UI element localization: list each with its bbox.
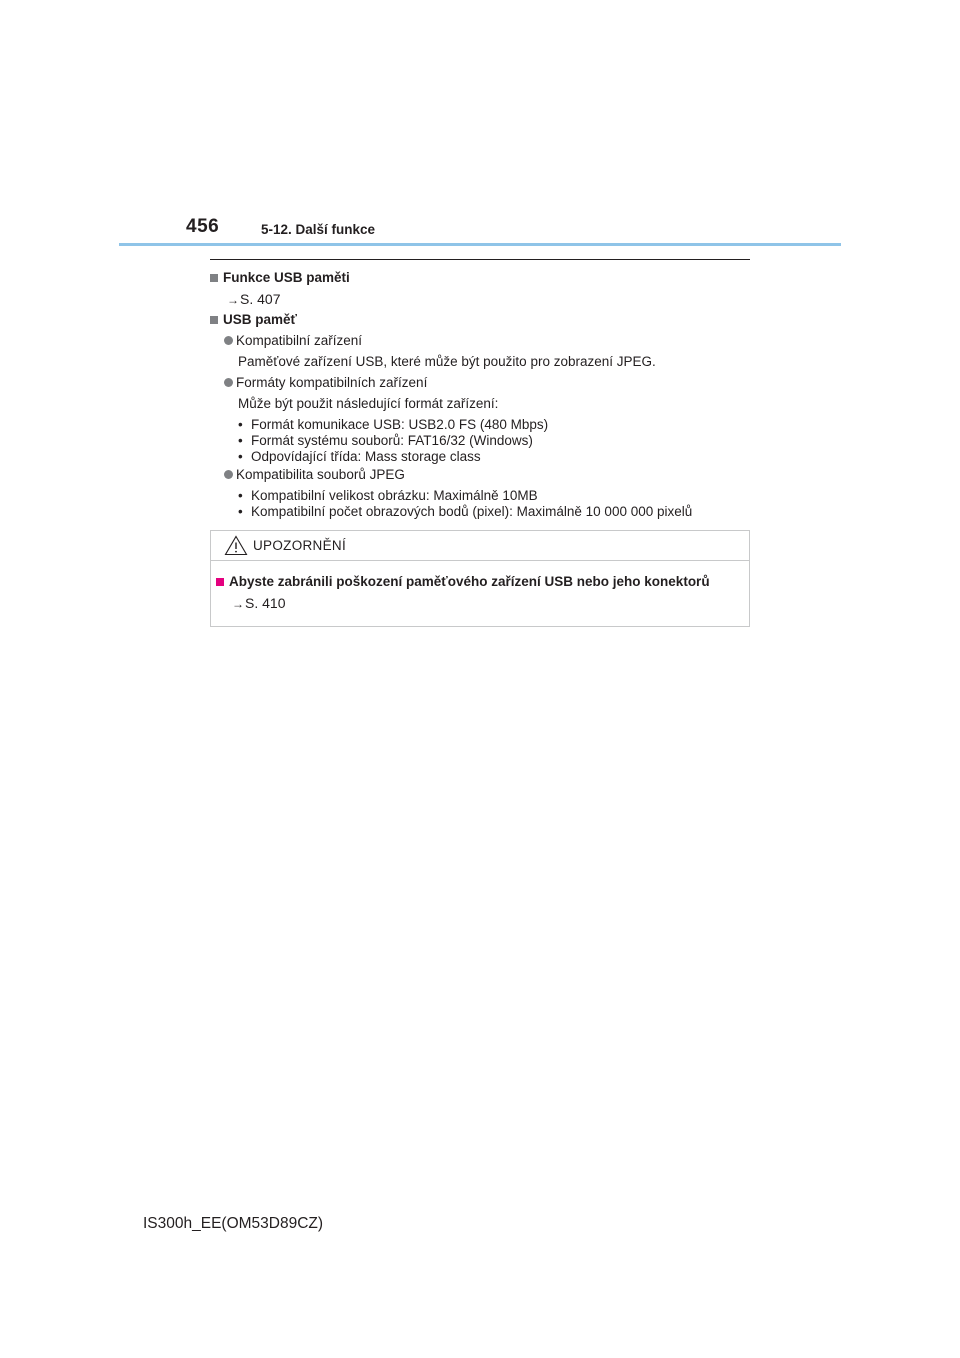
header-divider	[119, 243, 841, 246]
bullet-device-formats	[224, 375, 427, 390]
bullet-dot: •	[238, 433, 243, 448]
list-item-text: Formát systému souborů: FAT16/32 (Windows)	[251, 433, 533, 448]
list-item	[238, 504, 692, 519]
arrow-right-icon: →	[227, 293, 239, 307]
heading-usb-functions	[210, 270, 350, 285]
gray-circle-icon	[224, 470, 233, 479]
heading-usb-memory	[210, 312, 297, 327]
bullet-dot: •	[238, 417, 243, 432]
gray-square-icon	[210, 316, 218, 324]
heading-usb-memory-text: USB paměť	[223, 312, 297, 327]
compatible-devices-text: Paměťové zařízení USB, které může být použito pro zobrazení JPEG.	[238, 354, 656, 369]
list-item	[238, 449, 481, 464]
gray-circle-icon	[224, 378, 233, 387]
bullet-jpeg-compat	[224, 467, 405, 482]
page-number: 456	[186, 216, 220, 237]
list-item	[238, 417, 548, 432]
bullet-dot: •	[238, 449, 243, 464]
pink-square-icon	[216, 578, 224, 586]
caution-box	[210, 530, 750, 627]
list-item	[238, 488, 538, 503]
warning-triangle-icon	[224, 535, 248, 556]
caution-heading	[216, 574, 710, 589]
gray-circle-icon	[224, 336, 233, 345]
gray-square-icon	[210, 274, 218, 282]
bullet-dot: •	[238, 504, 243, 519]
reference-text: S. 407	[240, 291, 281, 307]
bullet-device-formats-label: Formáty kompatibilních zařízení	[236, 375, 428, 390]
list-item-text: Kompatibilní počet obrazových bodů (pixel): Maximálně 10 000 000 pixelů	[251, 504, 693, 519]
arrow-right-icon: →	[232, 597, 244, 611]
list-item-text: Kompatibilní velikost obrázku: Maximálně 10MB	[251, 488, 538, 503]
footer-model-code: IS300h_EE(OM53D89CZ)	[143, 1215, 324, 1232]
caution-heading-text: Abyste zabránili poškození paměťového zařízení USB nebo jeho konektorů	[229, 574, 710, 589]
heading-usb-functions-text: Funkce USB paměti	[223, 270, 350, 285]
caution-header	[211, 531, 749, 561]
bullet-compatible-devices-label: Kompatibilní zařízení	[236, 333, 363, 348]
reference-text: S. 410	[245, 595, 286, 611]
bullet-jpeg-compat-label: Kompatibilita souborů JPEG	[236, 467, 405, 482]
list-item-text: Formát komunikace USB: USB2.0 FS (480 Mbps)	[251, 417, 549, 432]
device-formats-text: Může být použit následující formát zařízení:	[238, 396, 499, 411]
list-item-text: Odpovídající třída: Mass storage class	[251, 449, 481, 464]
list-item	[238, 433, 533, 448]
bullet-dot: •	[238, 488, 243, 503]
content-divider	[210, 259, 750, 260]
bullet-compatible-devices	[224, 333, 362, 348]
caution-title: UPOZORNĚNÍ	[253, 538, 347, 553]
section-title: 5-12. Další funkce	[261, 222, 376, 237]
reference-link-407[interactable]	[227, 291, 280, 307]
reference-link-410[interactable]	[232, 595, 285, 611]
